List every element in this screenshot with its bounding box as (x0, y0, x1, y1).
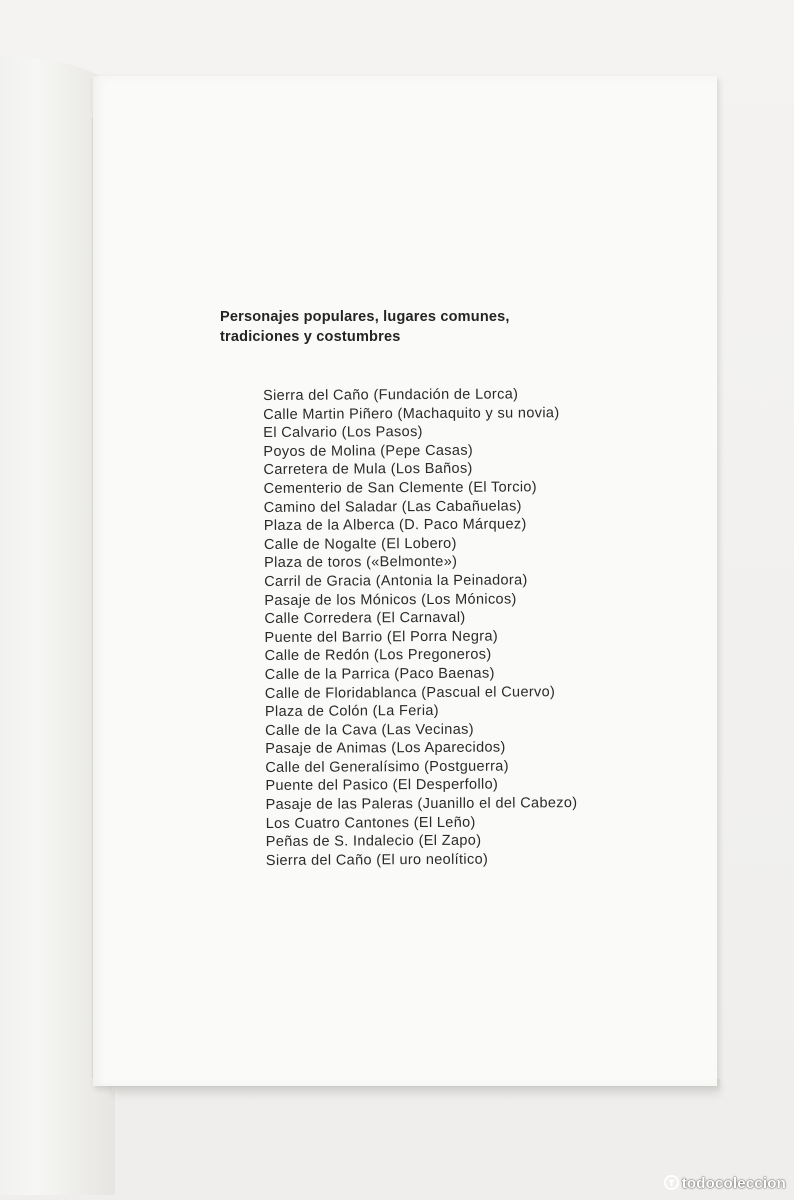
index-entry: Calle Martin Piñero (Machaquito y su novia) (263, 404, 560, 423)
index-entry: Calle de la Cava (Las Vecinas) (265, 721, 474, 739)
index-list (263, 384, 686, 870)
index-entry: Carril de Gracia (Antonia la Peinadora) (264, 572, 528, 590)
todocoleccion-logo-icon (664, 1175, 679, 1190)
index-entry: Calle de la Parrica (Paco Baenas) (264, 665, 495, 683)
index-entry: Calle del Generalísimo (Postguerra) (265, 758, 509, 776)
index-entry: Peñas de S. Indalecio (El Zapo) (265, 832, 482, 851)
index-entry: Camino del Saladar (Las Cabañuelas) (263, 497, 522, 516)
index-entry: Pasaje de Animas (Los Aparecidos) (265, 739, 506, 758)
index-entry: Plaza de toros («Belmonte») (264, 554, 458, 572)
watermark (664, 1175, 786, 1192)
index-entry: Cementerio de San Clemente (El Torcio) (263, 479, 538, 497)
index-entry: Pasaje de las Paleras (Juanillo el del Cabezo) (265, 795, 578, 814)
index-entry: Calle Corredera (El Carnaval) (264, 609, 466, 628)
index-entry: Los Cuatro Cantones (El Leño) (265, 814, 476, 832)
index-entry: Puente del Barrio (El Porra Negra) (264, 628, 499, 646)
index-entry: Sierra del Caño (Fundación de Lorca) (263, 386, 519, 404)
index-entry: Plaza de la Alberca (D. Paco Márquez) (263, 516, 527, 535)
index-entry: Puente del Pasico (El Desperfollo) (265, 777, 499, 795)
index-entry: Calle de Nogalte (El Lobero) (263, 535, 457, 553)
index-entry: Plaza de Colón (La Feria) (264, 703, 440, 721)
index-entry: Calle de Redón (Los Pregoneros) (264, 646, 492, 665)
index-entry: Pasaje de los Mónicos (Los Mónicos) (264, 590, 517, 609)
index-entry: Calle de Floridablanca (Pascual el Cuervo) (264, 683, 556, 702)
index-entry: El Calvario (Los Pasos) (263, 424, 423, 442)
section-heading-line-1: Personajes populares, lugares comunes, (220, 309, 510, 325)
watermark-text: todocoleccion (681, 1175, 786, 1192)
section-heading-line-2: tradiciones y costumbres (220, 329, 401, 345)
section-heading (220, 307, 580, 347)
index-entry: Poyos de Molina (Pepe Casas) (263, 442, 474, 460)
index-entry: Sierra del Caño (El uro neolítico) (265, 851, 489, 869)
index-entry: Carretera de Mula (Los Baños) (263, 461, 473, 479)
